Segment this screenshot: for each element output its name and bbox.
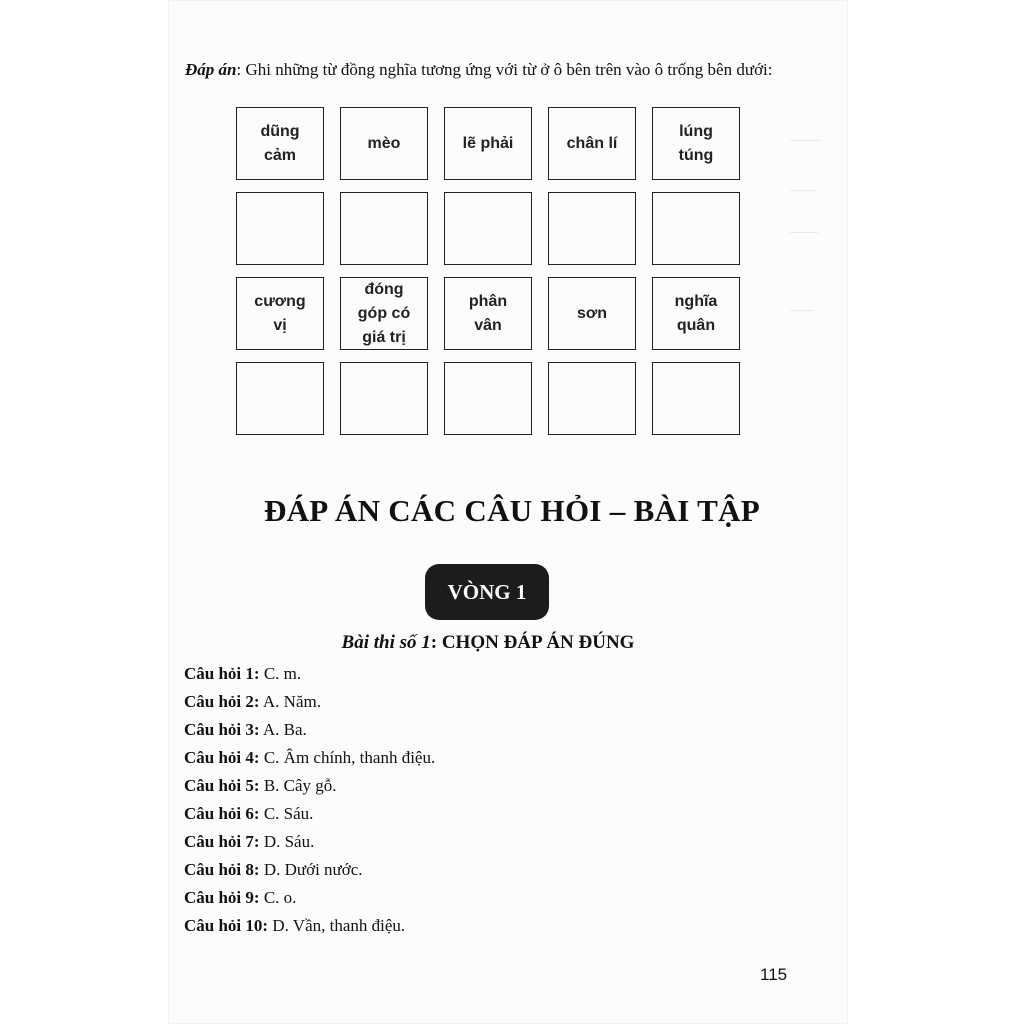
question-label: Câu hỏi 3:: [184, 720, 260, 739]
empty-answer-box: [444, 362, 532, 435]
question-label: Câu hỏi 10:: [184, 916, 269, 935]
bleed-through-line: [790, 140, 820, 141]
bleed-through-line: [790, 232, 818, 233]
answers-heading: ĐÁP ÁN CÁC CÂU HỎI – BÀI TẬP: [263, 493, 761, 528]
empty-answer-box: [652, 362, 740, 435]
answer-item: [184, 800, 435, 828]
question-label: Câu hỏi 1:: [184, 664, 260, 683]
empty-answer-box: [236, 362, 324, 435]
answer-text: C. Sáu.: [259, 804, 314, 823]
word-box: phân vân: [444, 277, 532, 350]
section-heading: [0, 632, 976, 654]
empty-answer-box: [236, 192, 324, 265]
bleed-through-line: [790, 310, 814, 311]
section-label: Bài thi số 1: [341, 632, 431, 653]
empty-answer-box: [652, 192, 740, 265]
answer-item: [184, 688, 435, 716]
question-label: Câu hỏi 7:: [184, 832, 260, 851]
word-box: mèo: [340, 107, 428, 180]
empty-answer-box: [444, 192, 532, 265]
answer-text: C. m.: [259, 664, 302, 683]
question-label: Câu hỏi 2:: [184, 692, 260, 711]
answer-text: C. Âm chính, thanh điệu.: [259, 748, 436, 767]
answer-text: A. Ba.: [259, 720, 307, 739]
answer-item: [184, 912, 435, 940]
word-box: nghĩa quân: [652, 277, 740, 350]
answer-list: [184, 660, 435, 940]
answer-text: B. Cây gỗ.: [259, 776, 337, 795]
word-box: lẽ phải: [444, 107, 532, 180]
answer-text: D. Vần, thanh điệu.: [268, 916, 406, 935]
question-label: Câu hỏi 9:: [184, 888, 260, 907]
answer-text: C. o.: [259, 888, 297, 907]
question-label: Câu hỏi 5:: [184, 776, 260, 795]
empty-answer-box: [548, 362, 636, 435]
answer-text: D. Sáu.: [259, 832, 315, 851]
word-box: dũng cảm: [236, 107, 324, 180]
word-box: sơn: [548, 277, 636, 350]
bleed-through-line: [790, 190, 816, 191]
question-label: Câu hỏi 6:: [184, 804, 260, 823]
answer-text: A. Năm.: [259, 692, 321, 711]
section-title: : CHỌN ĐÁP ÁN ĐÚNG: [430, 632, 635, 653]
question-label: Câu hỏi 4:: [184, 748, 260, 767]
page-number: 115: [760, 965, 788, 984]
word-box: cương vị: [236, 277, 324, 350]
answer-item: [184, 660, 435, 688]
answer-text: D. Dưới nước.: [259, 860, 363, 879]
word-box: đóng góp có giá trị: [340, 277, 428, 350]
answer-item: [184, 744, 435, 772]
intro-paragraph: [185, 58, 815, 82]
answer-item: [184, 884, 435, 912]
intro-text: : Ghi những từ đồng nghĩa tương ứng với từ ở ô bên trên vào ô trống bên dưới:: [236, 60, 773, 79]
answer-item: [184, 856, 435, 884]
question-label: Câu hỏi 8:: [184, 860, 260, 879]
empty-answer-box: [340, 192, 428, 265]
round-badge: VÒNG 1: [425, 564, 549, 620]
answer-item: [184, 716, 435, 744]
answer-item: [184, 772, 435, 800]
empty-answer-box: [548, 192, 636, 265]
synonym-grid: [236, 107, 740, 435]
word-box: lúng túng: [652, 107, 740, 180]
intro-label: Đáp án: [185, 60, 237, 79]
answer-item: [184, 828, 435, 856]
empty-answer-box: [340, 362, 428, 435]
word-box: chân lí: [548, 107, 636, 180]
